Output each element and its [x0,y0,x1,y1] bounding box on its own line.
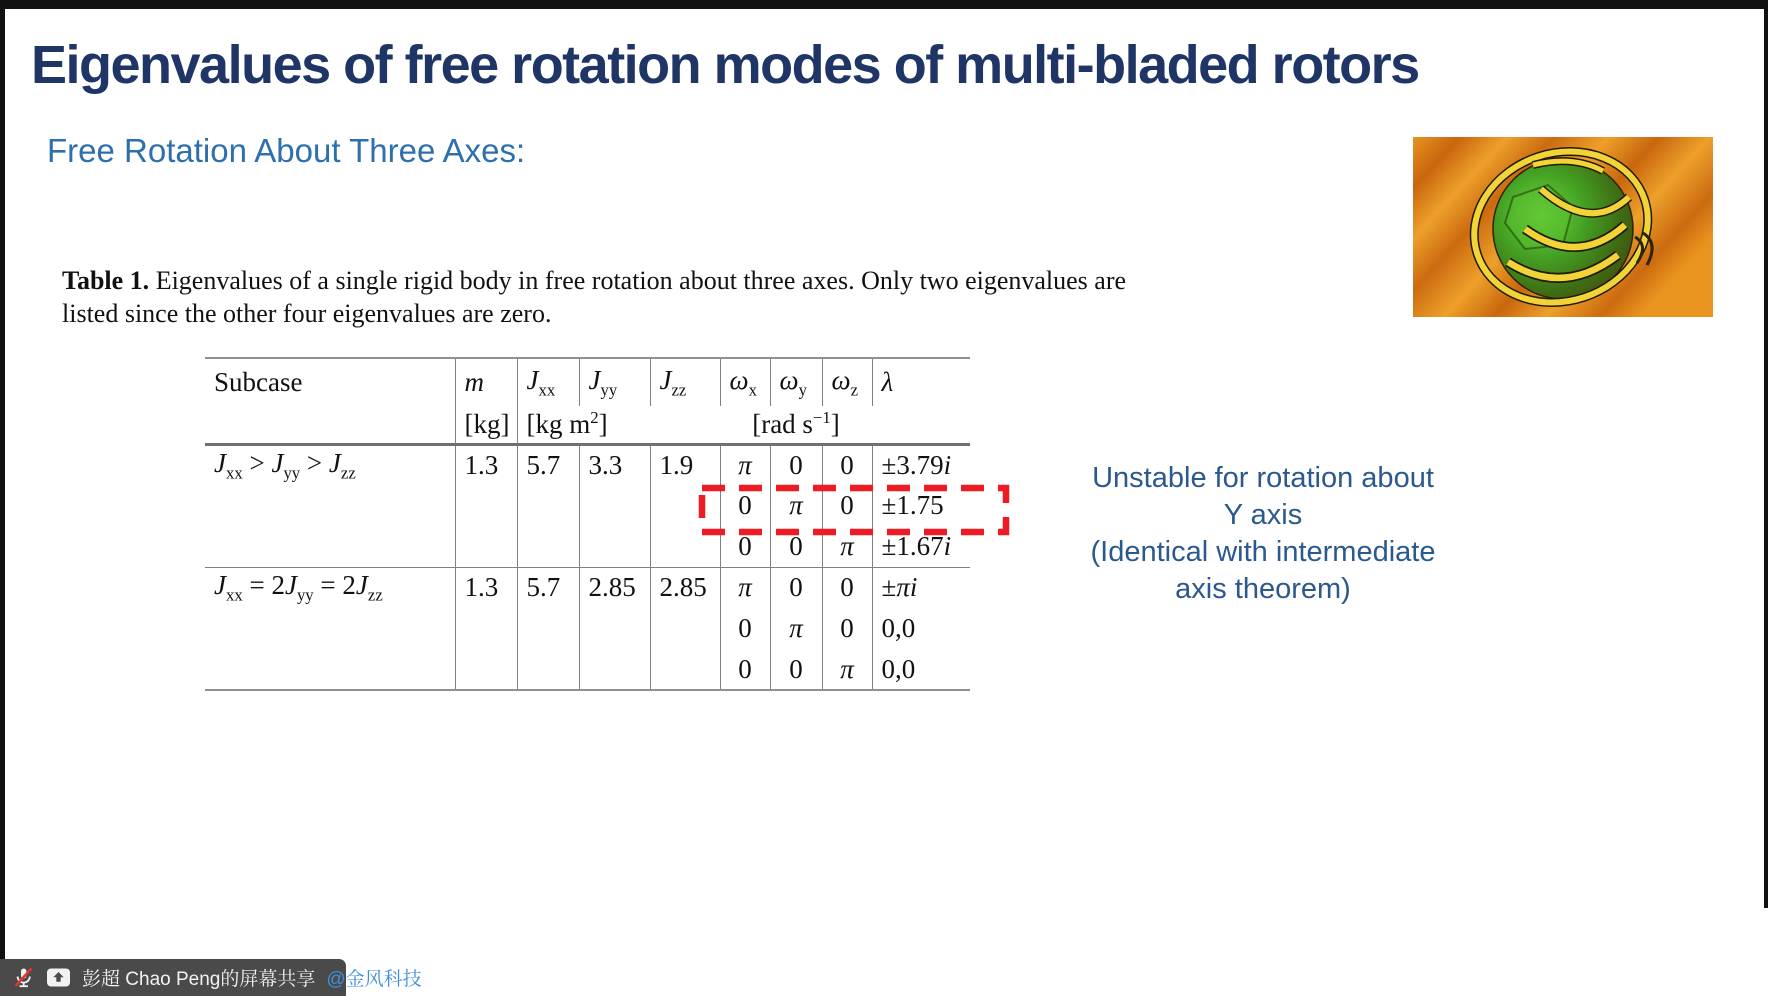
unit-inertia: [kg $m^2$] [517,406,720,444]
cell-omega-z: 0 [822,444,872,485]
table-caption-label: Table 1. [62,266,150,295]
col-header-jxx: $J_{xx}$ [517,358,579,406]
mention-link[interactable]: @金风科技 [326,969,422,990]
cell-omega-x: 0 [720,526,770,567]
cell-omega-y: 0 [770,444,822,485]
cell-lambda: ±1.75 [872,485,970,526]
annotation-line: Y axis [1223,499,1303,531]
col-header-omega-y: $\omega_y$ [770,358,822,406]
col-header-omega-z: $\omega_z$ [822,358,872,406]
cell-omega-x: 0 [720,485,770,526]
cell-omega-y: 0 [770,567,822,608]
window-frame-right [1764,0,1768,908]
cell-omega-x: π [720,444,770,485]
cell-lambda: 0,0 [872,649,970,690]
cell-m [455,526,517,567]
col-header-omega-x: $\omega_x$ [720,358,770,406]
cell-m: 1.3 [455,567,517,608]
unit-mass: [kg] [455,406,517,444]
cell-omega-z: 0 [822,608,872,649]
cell-lambda: ±1.67i [872,526,970,567]
col-header-jyy: $J_{yy}$ [579,358,650,406]
cell-subcase: $J_{xx} = 2J_{yy} = 2J_{zz}$ [205,567,455,608]
presenter-label: 彭超 Chao Peng的屏幕共享 [82,969,316,990]
cell-omega-y: π [770,608,822,649]
table-row [205,526,970,567]
cell-omega-x: 0 [720,649,770,690]
window-frame-left [0,0,5,962]
unit-omega: [rad $s^{-1}$] [720,406,872,444]
cell-omega-x: 0 [720,608,770,649]
table-header-row [205,358,970,406]
cell-omega-z: π [822,649,872,690]
cell-jxx: 5.7 [517,567,579,608]
cell-m [455,485,517,526]
annotation-line: (Identical with intermediate [1090,536,1436,568]
table-caption [62,264,1132,330]
annotation-text [1078,460,1448,608]
table-row [205,567,970,608]
cell-jxx: 5.7 [517,444,579,485]
cell-subcase [205,649,455,690]
rotor-illustration [1413,137,1713,317]
col-header-jzz: $J_{zz}$ [650,358,720,406]
col-header-lambda: λ [872,358,970,406]
cell-jyy [579,649,650,690]
cell-jxx [517,649,579,690]
cell-omega-x: π [720,567,770,608]
mic-muted-icon [12,966,35,989]
cell-subcase [205,526,455,567]
slide-title: Eigenvalues of free rotation modes of multi-bladed rotors [31,35,1419,95]
cell-jzz [650,608,720,649]
cell-lambda: ±3.79i [872,444,970,485]
cell-jxx [517,526,579,567]
screen-share-toolbar[interactable] [0,959,422,996]
annotation-line: axis theorem) [1175,573,1351,605]
cell-omega-z: π [822,526,872,567]
cell-jyy [579,485,650,526]
cell-lambda: ±πi [872,567,970,608]
slide-subtitle: Free Rotation About Three Axes: [47,132,526,169]
cell-omega-y: π [770,485,822,526]
table-row-highlighted [205,485,970,526]
cell-jyy [579,526,650,567]
cell-jyy: 2.85 [579,567,650,608]
cell-jzz [650,485,720,526]
cell-omega-z: 0 [822,485,872,526]
cell-m: 1.3 [455,444,517,485]
table-row [205,444,970,485]
cell-jzz [650,649,720,690]
cell-jyy: 3.3 [579,444,650,485]
eigenvalue-table [205,357,970,691]
col-header-subcase: Subcase [214,367,303,397]
table-units-row [205,406,970,444]
cell-jxx [517,608,579,649]
window-frame-top [0,0,1768,9]
cell-m [455,649,517,690]
cell-omega-y: 0 [770,526,822,567]
table-caption-text: Eigenvalues of a single rigid body in free rotation about three axes. Only two eigenvalues are listed since the other four eigenvalues are zero. [62,266,1127,328]
cell-omega-y: 0 [770,649,822,690]
annotation-line: Unstable for rotation about [1092,462,1434,494]
cell-subcase: $J_{xx} > J_{yy} > J_{zz}$ [214,447,356,482]
cell-lambda: 0,0 [872,608,970,649]
unit-lambda [872,406,970,444]
cell-jzz: 2.85 [650,567,720,608]
unit-subcase [205,406,455,444]
cell-jzz [650,526,720,567]
cell-m [455,608,517,649]
cell-jzz: 1.9 [650,444,720,485]
table-row [205,608,970,649]
cell-jxx [517,485,579,526]
cell-subcase [205,485,455,526]
screen-share-icon [46,967,71,988]
col-header-m: m [455,358,517,406]
cell-omega-z: 0 [822,567,872,608]
cell-subcase [205,608,455,649]
rotor-image [1413,137,1713,317]
cell-jyy [579,608,650,649]
table-row [205,649,970,690]
